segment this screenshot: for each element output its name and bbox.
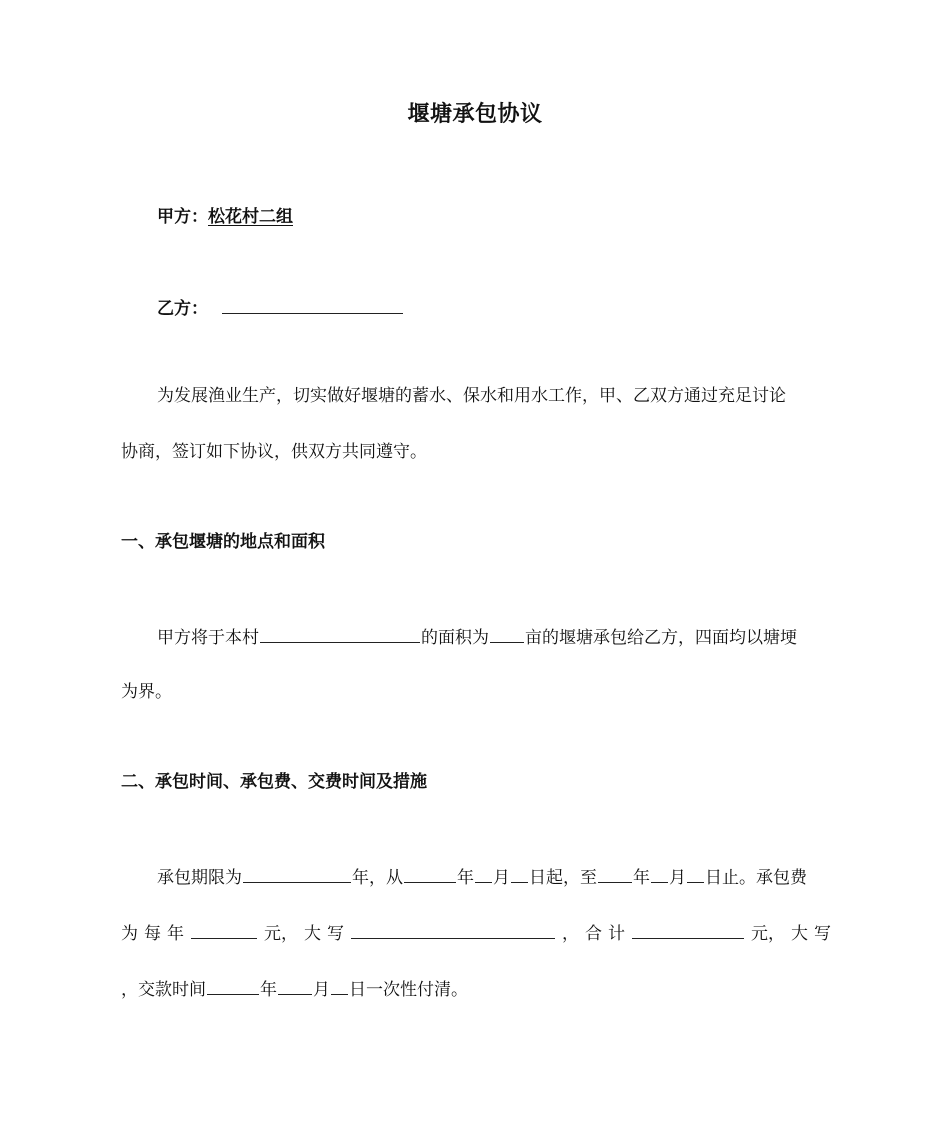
payment-month-blank [278, 976, 312, 995]
party-a-value: 松花村二组 [208, 207, 293, 227]
s2-l3-b: 年 [260, 980, 277, 1000]
s2-l1-c: 年 [457, 868, 474, 888]
party-b-blank [222, 295, 403, 314]
intro-line-1: 为发展渔业生产，切实做好堰塘的蓄水、保水和用水工作，甲、乙双方通过充足讨论 [157, 386, 786, 406]
section-2-line-3 [121, 976, 831, 1002]
location-blank [260, 624, 420, 643]
section-1-para-line-1 [157, 624, 831, 650]
s2-l2-g1: 大 [791, 924, 808, 944]
section-1-heading: 一、承包堰塘的地点和面积 [121, 532, 325, 552]
s2-l2-e2: 计 [608, 924, 625, 944]
end-month-blank [651, 864, 668, 883]
annual-fee-words-blank [351, 920, 555, 939]
s2-l2-c1: 大 [304, 924, 321, 944]
s2-l2-f: 元， [751, 924, 785, 944]
s2-l1-h: 日止。承包费 [705, 868, 807, 888]
party-a-label: 甲方： [157, 207, 208, 227]
s2-l2-g2: 写 [814, 924, 831, 944]
s2-l3-a: ，交款时间 [121, 980, 206, 1000]
section-1-para-line-2: 为界。 [121, 682, 172, 702]
intro-line-2: 协商，签订如下协议，供双方共同遵守。 [121, 442, 427, 462]
payment-day-blank [331, 976, 348, 995]
party-b-label: 乙方： [157, 299, 208, 319]
s2-l2-a1: 为 [121, 924, 138, 944]
s2-l2-a2: 每 [144, 924, 161, 944]
party-b-line [157, 295, 831, 321]
s2-l1-a: 承包期限为 [157, 868, 242, 888]
annual-fee-blank [191, 920, 257, 939]
payment-year-blank [207, 976, 259, 995]
s1-text-c: 亩的堰塘承包给乙方，四面均以塘埂 [525, 628, 797, 648]
s2-l2-c2: 写 [327, 924, 344, 944]
s2-l1-e: 日起，至 [529, 868, 597, 888]
s1-text-b: 的面积为 [421, 628, 489, 648]
end-day-blank [687, 864, 704, 883]
s2-l2-b: 元， [264, 924, 298, 944]
section-2-line-2 [121, 920, 831, 946]
section-2-line-1 [157, 864, 831, 890]
start-year-blank [404, 864, 456, 883]
s2-l1-b: 年，从 [352, 868, 403, 888]
s1-text-a: 甲方将于本村 [157, 628, 259, 648]
s2-l3-d: 日一次性付清。 [349, 980, 468, 1000]
section-2-heading: 二、承包时间、承包费、交费时间及措施 [121, 772, 427, 792]
total-fee-blank [632, 920, 744, 939]
s2-l1-d: 月 [493, 868, 510, 888]
s2-l2-d: ， [562, 924, 579, 944]
s2-l2-e1: 合 [585, 924, 602, 944]
s2-l1-g: 月 [669, 868, 686, 888]
term-years-blank [243, 864, 351, 883]
end-year-blank [598, 864, 632, 883]
party-a-line [157, 205, 831, 229]
s2-l2-a3: 年 [167, 924, 184, 944]
area-blank [490, 624, 524, 643]
start-month-blank [475, 864, 492, 883]
s2-l3-c: 月 [313, 980, 330, 1000]
document-title: 堰塘承包协议 [407, 102, 543, 127]
s2-l1-f: 年 [633, 868, 650, 888]
start-day-blank [511, 864, 528, 883]
